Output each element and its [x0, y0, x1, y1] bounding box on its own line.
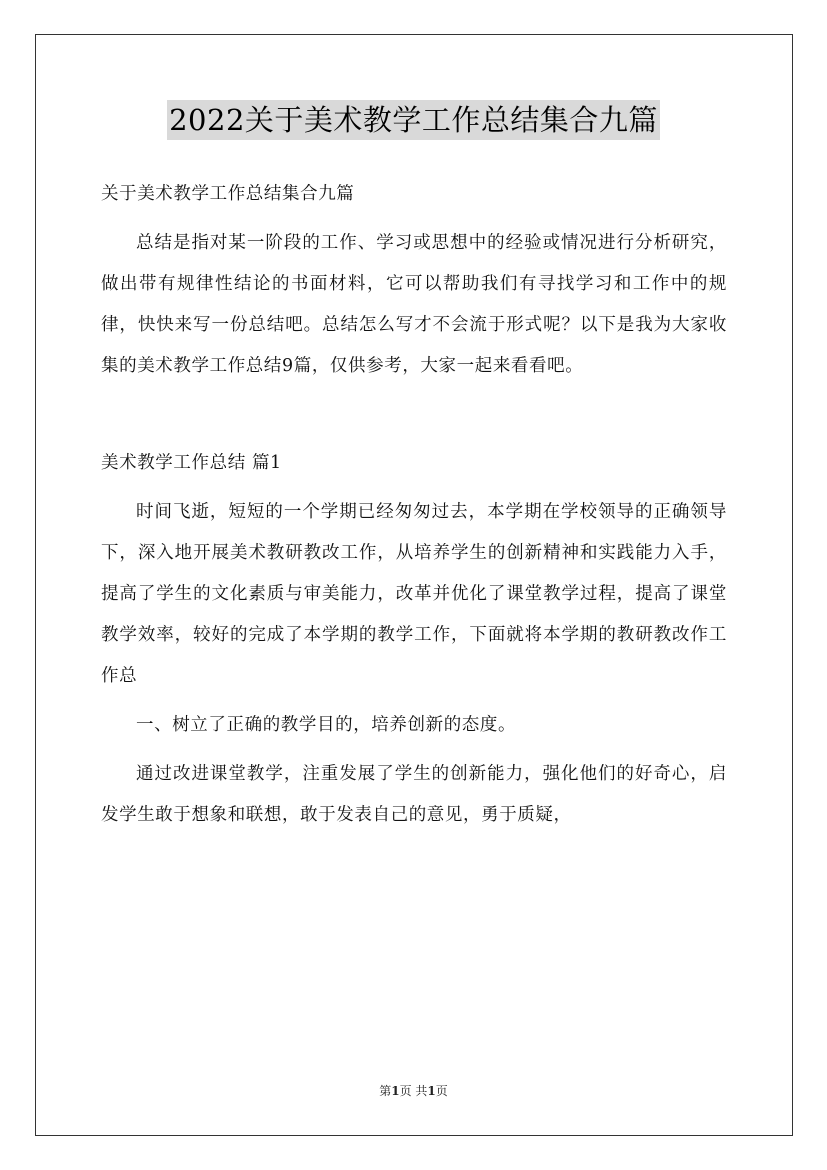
document-body [101, 174, 727, 836]
spacer [101, 215, 727, 223]
section-point: 一、树立了正确的教学目的，培养创新的态度。 [136, 715, 517, 735]
document-title: 2022关于美术教学工作总结集合九篇 [167, 100, 660, 140]
footer-page-prefix: 第 [379, 1084, 392, 1098]
document-subtitle: 关于美术教学工作总结集合九篇 [101, 184, 355, 204]
footer-page-current: 1 [391, 1084, 400, 1098]
footer-page-total: 1 [427, 1084, 436, 1098]
footer-page-suffix: 页 [435, 1084, 448, 1098]
section-heading: 美术教学工作总结 篇1 [101, 453, 282, 473]
intro-paragraph: 总结是指对某一阶段的工作、学习或思想中的经验或情况进行分析研究，做出带有规律性结论的书面材料，它可以帮助我们有寻找学习和工作中的规律，快快来写一份总结吧。总结怎么写才不会流于形式呢？以下是我为大家收集的美术教学工作总结9篇，仅供参考，大家一起来看看吧。 [101, 233, 727, 376]
section-paragraph: 通过改进课堂教学，注重发展了学生的创新能力，强化他们的好奇心，启发学生敢于想象和联想，敢于发表自己的意见，勇于质疑， [101, 764, 727, 825]
spacer [101, 387, 727, 443]
page-footer [0, 1082, 827, 1099]
title-container [0, 100, 827, 140]
footer-page-mid: 页 共 [399, 1084, 428, 1098]
section-paragraph: 时间飞逝，短短的一个学期已经匆匆过去，本学期在学校领导的正确领导下，深入地开展美术教研教改工作，从培养学生的创新精神和实践能力入手，提高了学生的文化素质与审美能力，改革并优化了课堂教学过程，提高了课堂教学效率，较好的完成了本学期的教学工作，下面就将本学期的教研教改作工作总 [101, 502, 727, 686]
spacer [101, 484, 727, 492]
